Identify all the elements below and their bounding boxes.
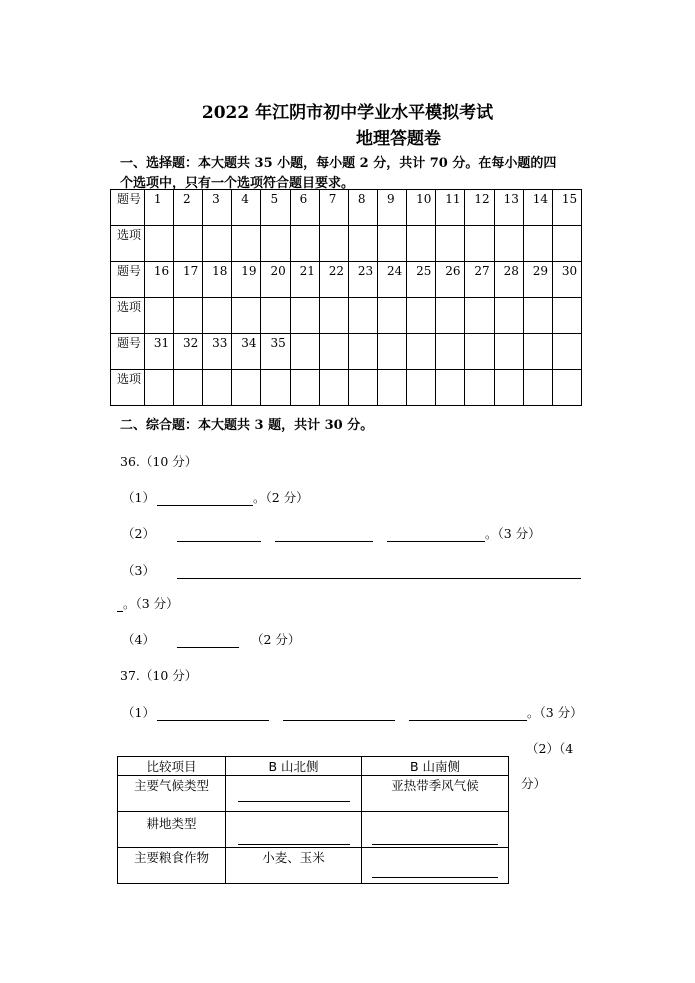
question-number: 19 xyxy=(232,262,261,298)
question-number-row xyxy=(111,334,582,370)
question-number: 34 xyxy=(232,334,261,370)
answer-blank[interactable] xyxy=(387,527,485,542)
question-number: 15 xyxy=(552,190,581,226)
question-number: 30 xyxy=(552,262,581,298)
question-number: 12 xyxy=(465,190,494,226)
q36-heading: 36.（10 分） xyxy=(120,454,198,469)
answer-cell[interactable] xyxy=(348,298,377,334)
answer-cell[interactable] xyxy=(407,298,436,334)
answer-cell[interactable] xyxy=(144,370,173,406)
question-number: 4 xyxy=(232,190,261,226)
answer-cell[interactable] xyxy=(378,370,407,406)
compare-cell-south: 亚热带季风气候 xyxy=(362,776,509,812)
answer-row xyxy=(111,370,582,406)
answer-cell[interactable] xyxy=(523,298,552,334)
compare-row xyxy=(118,812,509,848)
answer-blank[interactable] xyxy=(372,876,498,878)
question-number: 5 xyxy=(261,190,290,226)
q37-part1-score: 。（3 分） xyxy=(526,705,583,720)
q36-part3 xyxy=(122,561,581,579)
question-number: 1 xyxy=(144,190,173,226)
question-number xyxy=(378,334,407,370)
answer-cell[interactable] xyxy=(261,370,290,406)
answer-cell[interactable] xyxy=(552,226,581,262)
q37-part2-label: （2）（4 xyxy=(526,741,574,756)
row-label-answer: 选项 xyxy=(111,226,145,262)
answer-cell[interactable] xyxy=(348,226,377,262)
question-number xyxy=(552,334,581,370)
q36-part1 xyxy=(122,488,309,506)
answer-blank[interactable] xyxy=(157,706,269,721)
question-number: 18 xyxy=(203,262,232,298)
q36-part2-score: 。（3 分） xyxy=(484,526,541,541)
row-label-question: 题号 xyxy=(111,190,145,226)
question-number-row xyxy=(111,262,582,298)
question-number: 24 xyxy=(378,262,407,298)
answer-cell[interactable] xyxy=(378,298,407,334)
row-label-answer: 选项 xyxy=(111,298,145,334)
question-number: 27 xyxy=(465,262,494,298)
answer-cell[interactable] xyxy=(261,298,290,334)
answer-cell[interactable] xyxy=(144,298,173,334)
answer-cell[interactable] xyxy=(407,226,436,262)
row-label-answer: 选项 xyxy=(111,370,145,406)
answer-cell[interactable] xyxy=(465,370,494,406)
answer-cell[interactable] xyxy=(465,226,494,262)
question-number xyxy=(494,334,523,370)
answer-cell[interactable] xyxy=(552,298,581,334)
answer-row xyxy=(111,226,582,262)
answer-cell[interactable] xyxy=(523,370,552,406)
compare-header-south: B 山南侧 xyxy=(362,757,509,776)
answer-blank[interactable] xyxy=(177,633,239,648)
question-number: 2 xyxy=(174,190,203,226)
q36-part2 xyxy=(122,524,541,542)
question-number: 8 xyxy=(348,190,377,226)
compare-row xyxy=(118,776,509,812)
answer-blank[interactable] xyxy=(372,843,498,845)
answer-table xyxy=(110,189,582,406)
q37-part2-score: 分） xyxy=(521,776,547,791)
answer-cell[interactable] xyxy=(290,226,319,262)
answer-row xyxy=(111,298,582,334)
question-number: 35 xyxy=(261,334,290,370)
q36-part3-score: 。（3 分） xyxy=(123,596,179,611)
question-number: 14 xyxy=(523,190,552,226)
question-number: 22 xyxy=(319,262,348,298)
q36-part3-label: （3） xyxy=(122,563,155,578)
answer-cell[interactable] xyxy=(203,298,232,334)
question-number: 11 xyxy=(436,190,465,226)
answer-cell[interactable] xyxy=(552,370,581,406)
answer-cell[interactable] xyxy=(174,370,203,406)
answer-blank[interactable] xyxy=(177,527,261,542)
question-number: 9 xyxy=(378,190,407,226)
q36-part2-label: （2） xyxy=(122,526,155,541)
question-number: 16 xyxy=(144,262,173,298)
q37-heading: 37.（10 分） xyxy=(120,668,198,683)
q36-part1-label: （1） xyxy=(122,490,155,505)
compare-cell-south[interactable] xyxy=(362,848,509,884)
answer-blank[interactable] xyxy=(275,527,373,542)
q36-part1-score: 。（2 分） xyxy=(252,490,309,505)
answer-blank[interactable] xyxy=(238,800,350,802)
answer-cell[interactable] xyxy=(174,298,203,334)
answer-cell[interactable] xyxy=(319,226,348,262)
answer-cell[interactable] xyxy=(232,298,261,334)
question-number xyxy=(465,334,494,370)
question-number: 7 xyxy=(319,190,348,226)
answer-cell[interactable] xyxy=(261,226,290,262)
answer-cell[interactable] xyxy=(523,226,552,262)
answer-cell[interactable] xyxy=(319,370,348,406)
answer-blank[interactable] xyxy=(177,564,581,579)
answer-blank[interactable] xyxy=(238,843,350,845)
q37-part1 xyxy=(122,703,583,721)
question-number: 17 xyxy=(174,262,203,298)
question-number: 31 xyxy=(144,334,173,370)
answer-cell[interactable] xyxy=(378,226,407,262)
question-number: 6 xyxy=(290,190,319,226)
question-number: 13 xyxy=(494,190,523,226)
answer-cell[interactable] xyxy=(436,298,465,334)
question-number: 20 xyxy=(261,262,290,298)
answer-cell[interactable] xyxy=(203,226,232,262)
row-label-question: 题号 xyxy=(111,334,145,370)
compare-cell-north: 小麦、玉米 xyxy=(226,848,362,884)
compare-cell-south[interactable] xyxy=(362,812,509,848)
answer-cell[interactable] xyxy=(494,226,523,262)
question-number xyxy=(348,334,377,370)
answer-cell[interactable] xyxy=(203,370,232,406)
q37-part1-label: （1） xyxy=(122,705,155,720)
q36-part4-label: （4） xyxy=(122,632,155,647)
answer-cell[interactable] xyxy=(232,370,261,406)
answer-cell[interactable] xyxy=(319,298,348,334)
page-subtitle: 地理答题卷 xyxy=(356,129,441,149)
question-number: 32 xyxy=(174,334,203,370)
question-number: 33 xyxy=(203,334,232,370)
q36-part4 xyxy=(122,630,300,648)
question-number: 29 xyxy=(523,262,552,298)
question-number: 26 xyxy=(436,262,465,298)
answer-cell[interactable] xyxy=(348,370,377,406)
answer-cell[interactable] xyxy=(144,226,173,262)
answer-cell[interactable] xyxy=(494,370,523,406)
compare-cell-north[interactable] xyxy=(226,812,362,848)
section2-instructions: 二、综合题：本大题共 3 题，共计 30 分。 xyxy=(120,418,374,433)
question-number: 28 xyxy=(494,262,523,298)
comparison-table xyxy=(117,756,509,884)
answer-cell[interactable] xyxy=(290,370,319,406)
q36-part3-cont xyxy=(117,594,179,612)
question-number: 23 xyxy=(348,262,377,298)
section1-instructions-line2: 个选项中，只有一个选项符合题目要求。 xyxy=(120,176,355,191)
question-number: 25 xyxy=(407,262,436,298)
question-number xyxy=(290,334,319,370)
answer-cell[interactable] xyxy=(436,226,465,262)
compare-item: 耕地类型 xyxy=(118,812,226,848)
answer-cell[interactable] xyxy=(436,370,465,406)
question-number xyxy=(319,334,348,370)
answer-blank[interactable] xyxy=(283,706,395,721)
compare-header-item: 比较项目 xyxy=(118,757,226,776)
answer-cell[interactable] xyxy=(494,298,523,334)
answer-cell[interactable] xyxy=(232,226,261,262)
compare-cell-north[interactable] xyxy=(226,776,362,812)
q36-part4-score: （2 分） xyxy=(250,632,301,647)
answer-blank[interactable] xyxy=(157,491,253,506)
question-number xyxy=(436,334,465,370)
compare-item: 主要气候类型 xyxy=(118,776,226,812)
question-number xyxy=(523,334,552,370)
compare-item: 主要粮食作物 xyxy=(118,848,226,884)
answer-cell[interactable] xyxy=(174,226,203,262)
question-number: 3 xyxy=(203,190,232,226)
row-label-question: 题号 xyxy=(111,262,145,298)
compare-header-north: B 山北侧 xyxy=(226,757,362,776)
section1-instructions-line1: 一、选择题：本大题共 35 小题，每小题 2 分，共计 70 分。在每小题的四 xyxy=(120,156,557,171)
answer-blank[interactable] xyxy=(409,706,527,721)
compare-row xyxy=(118,848,509,884)
question-number: 21 xyxy=(290,262,319,298)
question-number: 10 xyxy=(407,190,436,226)
question-number xyxy=(407,334,436,370)
answer-cell[interactable] xyxy=(407,370,436,406)
question-number-row xyxy=(111,190,582,226)
answer-cell[interactable] xyxy=(465,298,494,334)
answer-cell[interactable] xyxy=(290,298,319,334)
page-title: 2022 年江阴市初中学业水平模拟考试 xyxy=(201,103,494,123)
